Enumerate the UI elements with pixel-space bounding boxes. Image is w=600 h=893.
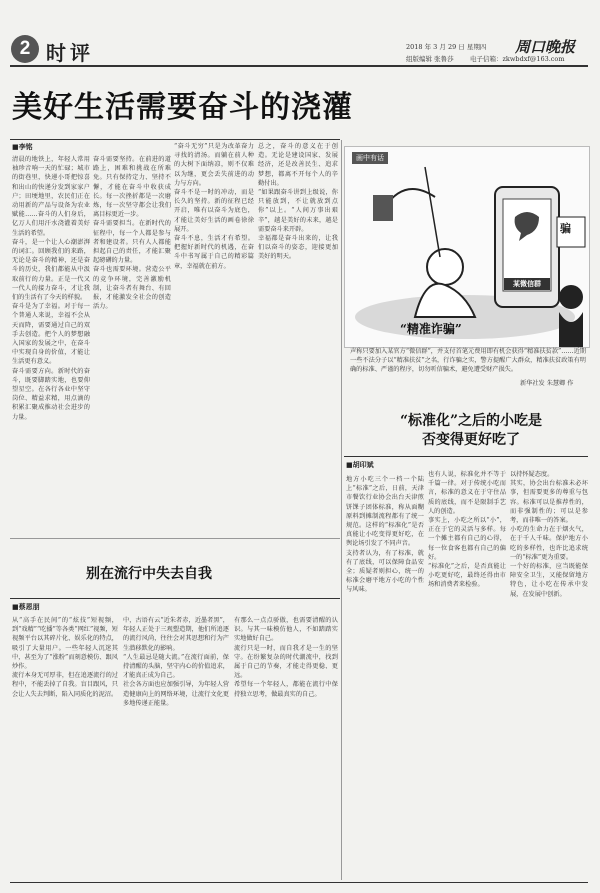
header-rule <box>10 65 588 67</box>
article3-col2: 中，古语有云“近朱者赤，近墨者黑”，年轻人正处于三观塑造期，他们所追逐的流行风尚，往往会对其思想和行为产生潜移默化的影响。 “人生最忌是随大流。”在流行面前，保持清醒的头脑，坚守内心的价值追求，才能真正成为自己。 社会各方面也应加强引导，为年轻人营造健康向上的网络环境，让流行文化更多地传递正能量。 <box>123 617 229 707</box>
article2-rule <box>344 456 588 457</box>
article1-col1: 清晨的地铁上，年轻人常用袖珍音响一天的忙碌；城市的街巷里，快递小哥把惊喜和出山的快递分发到家家户户；田埂地里，农民们正在动用新的产品与设备为农业赋能……奋斗的人们身后，亿万人们用汗水浇灌着美好生活的希望。 奋斗，是一个让人心潮澎湃的词汇。回顾我们的来路，无论是奋斗的精神，还是奋斗的历史，我们都能从中汲取前行的力量。正是一代又一代人的接力奋斗，才让我们的生活有了今天的样貌。 奋斗是为了幸福。对于每一个普通人来说，幸福不会从天而降，需要通过自己的双手去创造。把个人的梦想融入国家的发展之中，在奋斗中实现自身的价值，才能让生活更有意义。 奋斗需要方向。新时代的奋斗，既要脚踏实地，也要仰望星空。在各行各业中坚守岗位、精益求精，用点滴的积累汇聚成推动社会进步的力量。 <box>12 156 90 421</box>
main-headline: 美好生活需要奋斗的浇灌 <box>12 90 353 125</box>
article3-title: 别在流行中失去自我 <box>86 566 212 582</box>
article3-author-name: 蔡恩朋 <box>18 602 40 611</box>
header-editors: 组版编辑 张鲁莎 <box>406 55 454 63</box>
article2-author: ■胡印斌 <box>346 460 374 469</box>
section-title: 时评 <box>46 41 94 65</box>
article1-author: ■李铭 <box>12 142 33 151</box>
cartoon-credit: 新华社发 朱慧卿 作 <box>520 380 574 387</box>
cartoon-caption-title: “精准诈骗” <box>400 322 462 336</box>
article2-col2: 也有人说，标准化并不等于千篇一律。对于传统小吃而言，标准的意义在于守住品质的底线，而不是限制手艺人的创造。 事实上，小吃之所以“小”，正在于它的灵活与多样。每一个摊主都有自己的心得，每一位食客也都有自己的偏好。 “标准化”之后，是否真能让小吃更好吃，最终还得由市场和消费者来检验。 <box>428 471 506 589</box>
cartoon-sign-wechat-group: 某微信群 <box>504 278 550 290</box>
article1-author-name: 李铭 <box>18 142 33 151</box>
article3-rule-top <box>10 538 340 539</box>
footer-rule <box>10 882 588 883</box>
article1-col3: “奋斗无穷”只是为改革奋力寻找的清汤。而躺在前人种的大树下面纳凉，则不仅难以为继，更会丢失前进的动力与方向。 奋斗不是一时的冲动，而是长久的坚持。新的征程已经开启，唯有以奋斗为底色，才能让美好生活的画卷徐徐展开。 奋斗不息，生活才有希望。把握好新时代的机遇，在奋斗中书写属于自己的精彩篇章，幸福就在前方。 <box>174 143 254 270</box>
article2-author-name: 胡印斌 <box>352 460 374 469</box>
cartoon-drawing <box>345 147 589 347</box>
article2-col3: 以持怀疑态度。 其实，协会出台标准未必坏事，但需要更多的尊重与包容。标准可以是推荐性的，而非强制性的；可以是参考，而非唯一的答案。 小吃的生命力在于烟火气，在于千人千味。保护地方小吃的多样性，也许比追求统一的“标准”更为重要。 一个好的标准，应当既能保障安全卫生，又能保留地方特色，让小吃在传承中发展，在发展中创新。 <box>510 471 588 598</box>
article2-col1: 地方小吃三个一档一个陆上“标准”之后，日前，天津市餐饮行业协会出台天津煎饼馃子团体标准，称从面糊原料到摊制流程都有了统一规范。这样的“标准化”是否真能让小吃变得更好吃，在舆论场引发了不同声音。 支持者认为，有了标准，就有了底线，可以保障食品安全；质疑者则担心，统一的标准会磨平地方小吃的个性与风味。 <box>346 476 424 594</box>
cartoon-illustration <box>344 146 590 348</box>
article3-rule <box>10 598 340 599</box>
newspaper-logo: 周口晚报 <box>515 38 576 56</box>
article3-author: ■蔡恩朋 <box>12 602 40 611</box>
article1-col2: 奋斗需要坚持。在前进的道路上，困难和挑战在所难免。只有保持定力、坚持不懈，才能在奋斗中收获成长。每一次挫折都是一次磨炼，每一次坚守都会让我们离目标更近一步。 奋斗需要担当。在新时代的征程中，每一个人都是参与者和建设者。只有人人都能担起自己的责任，才能汇聚起磅礴的力量。 奋斗也需要环境。营造公平的竞争环境，完善激励机制，让奋斗者有舞台、有回报，才能激发全社会的创造活力。 <box>93 156 171 311</box>
cartoon-sign-scam: 骗 <box>560 222 571 235</box>
cartoon-label: 画中有话 <box>352 152 388 164</box>
column-divider <box>341 140 342 880</box>
header-email: 电子信箱：zkwbdxf@163.com <box>470 55 565 63</box>
cartoon-caption: 声称只要加入某官方“微信群”，并支付首笔元费用即有机会获得“精准扶贫款”……近期一些不法分子以“精准扶贫”之名，行诈骗之实，警方提醒广大群众，精准扶贫政策有明确的标准、严谨的程序，切勿听信骗术，避免遭受财产损失。 <box>350 348 586 374</box>
article1-col4: 总之，奋斗的意义在于创造。无论是建设国家、发展经济，还是改善民生、追求梦想，都离不开每个人的辛勤付出。 “如果跟奋斗讲到上级说，你只能放到，不让就放到点你”以上。“人间万事出艰辛”，越是美好的未来，越是需要奋斗来开辟。 幸福都是奋斗出来的，让我们以奋斗的姿态，迎接更加美好的明天。 <box>258 143 338 261</box>
header-date: 2018 年 3 月 29 日 星期四 <box>406 43 487 51</box>
article3-col1: 从“高手在民间”的“炫技”短视频，到“戏精”“吃播”等各类“网红”视频，短视频平台以其碎片化、娱乐化的特点，吸引了大量用户。一些年轻人沉迷其中，甚至为了“涨粉”而刻意模仿、跟风炒作。 流行本身无可厚非，但在追逐流行的过程中，不能丢掉了自我。盲目跟风，只会让人失去判断，陷入同质化的泥沼。 <box>12 617 118 698</box>
article3-col3: 有那么一点点骄傲，也需要清醒的认识。与其一味模仿他人，不如踏踏实实地做好自己。 流行只是一时，而自我才是一生的坚守。在纷繁复杂的时代潮流中，找到属于自己的节奏，才能走得更稳、更远。 希望每一个年轻人，都能在流行中保持独立思考，做最真实的自己。 <box>234 617 338 698</box>
article2-title: “标准化”之后的小吃是否变得更好吃了 <box>399 413 543 448</box>
headline-rule <box>10 139 340 140</box>
page-number: 2 <box>19 38 31 59</box>
